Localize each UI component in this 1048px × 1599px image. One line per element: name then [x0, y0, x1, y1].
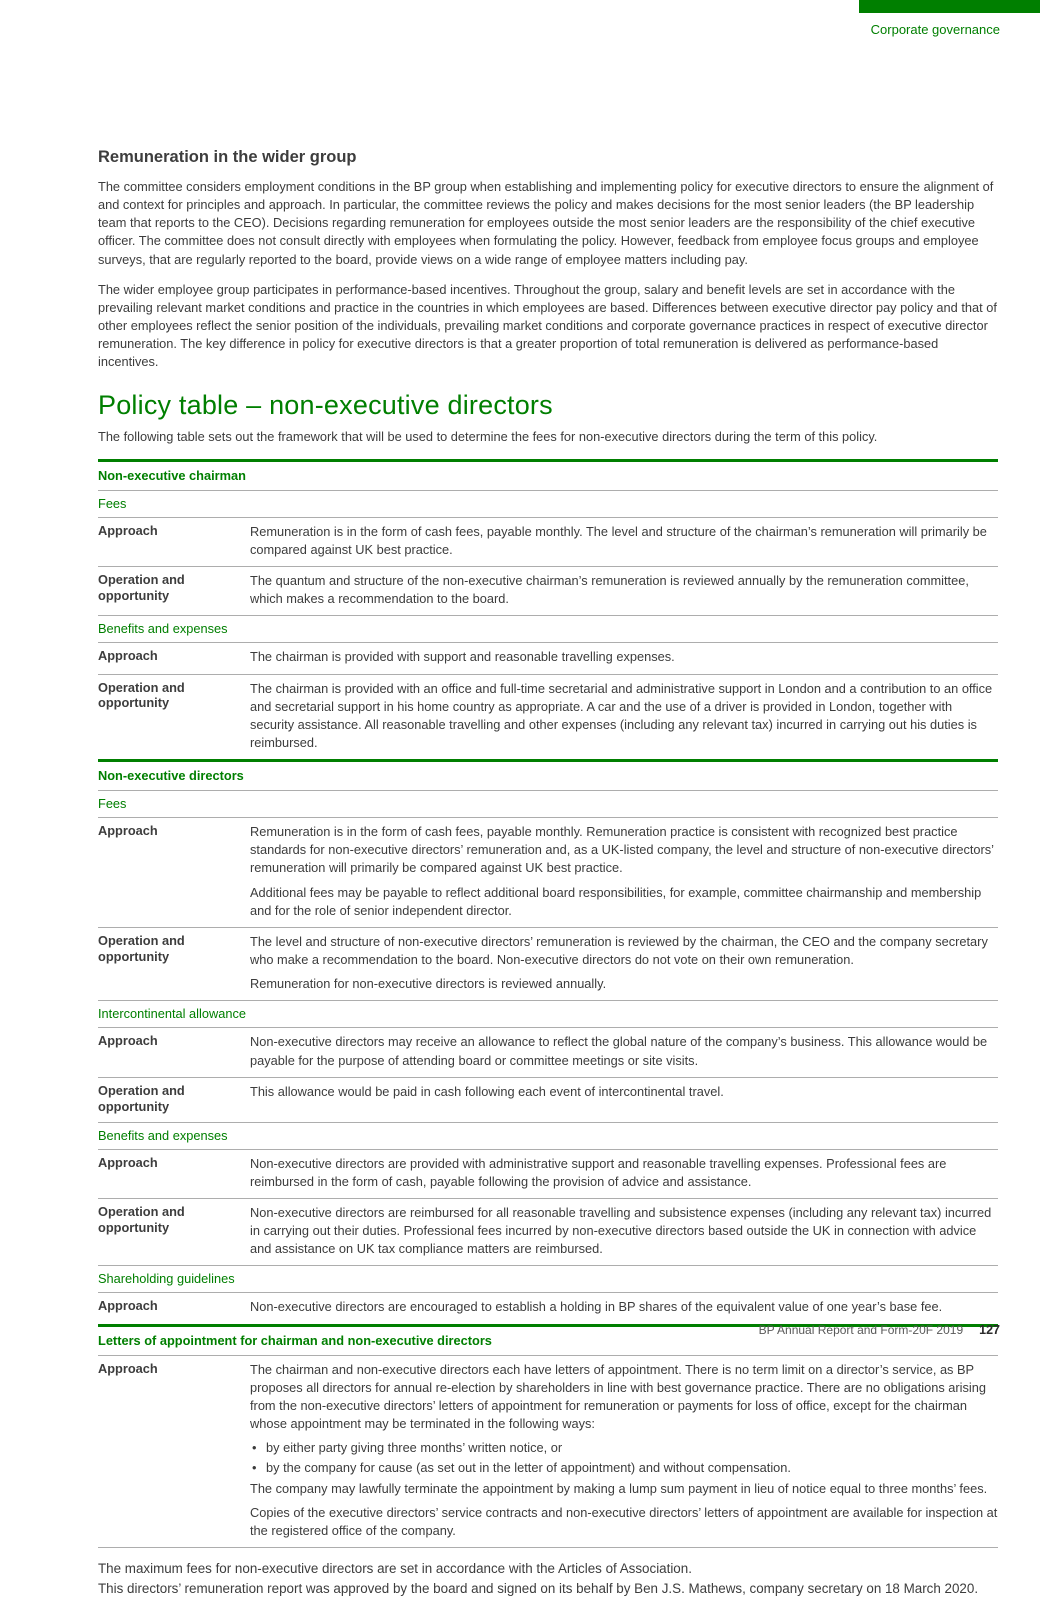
row-content	[250, 823, 998, 920]
row-label: Operation and opportunity	[98, 679, 185, 711]
closing-line-1: The maximum fees for non-executive directors are set in accordance with the Articles of Association.	[98, 1561, 692, 1576]
row-content	[250, 572, 998, 608]
row-label: Operation and opportunity	[98, 1203, 185, 1235]
row-paragraph: Non-executive directors may receive an allowance to reflect the global nature of the company’s business. This allowance would be payable for the purpose of attending board or committee meetings or site visits.	[250, 1034, 988, 1068]
bullet-text: by either party giving three months’ written notice, or	[266, 1440, 563, 1456]
table-section-title: Letters of appointment for chairman and non-executive directors	[98, 1324, 998, 1355]
footer-page-number: 127	[979, 1323, 1000, 1337]
row-content	[250, 1033, 998, 1069]
row-label: Approach	[98, 1298, 158, 1314]
row-content	[250, 1298, 998, 1316]
bullet-text: by the company for cause (as set out in the letter of appointment) and without compensation.	[266, 1460, 791, 1476]
row-label: Approach	[98, 1033, 158, 1049]
table-row	[98, 674, 998, 760]
table-section-title: Non-executive chairman	[98, 459, 998, 490]
page-content	[98, 148, 998, 1599]
bullet-item	[252, 1459, 998, 1477]
table-row	[98, 1077, 998, 1122]
table-subheader: Benefits and expenses	[98, 615, 998, 642]
row-content	[250, 648, 998, 666]
row-label: Operation and opportunity	[98, 932, 185, 964]
row-paragraph: The quantum and structure of the non-executive chairman’s remuneration is reviewed annually by the remuneration committee, which makes a recommendation to the board.	[250, 573, 969, 607]
table-subheader: Benefits and expenses	[98, 1122, 998, 1149]
table-row	[98, 1355, 998, 1547]
row-label: Approach	[98, 1154, 158, 1170]
row-label: Approach	[98, 823, 158, 839]
row-content	[250, 1155, 998, 1191]
page-footer	[759, 1323, 1000, 1337]
bullet-icon: •	[252, 1440, 257, 1456]
row-paragraph: Non-executive directors are provided with administrative support and reasonable travelling expenses. Professional fees are reimbursed in the form of cash, payable following the provision of advice and assistance.	[250, 1155, 947, 1189]
table-row	[98, 566, 998, 615]
row-label: Approach	[98, 1360, 158, 1376]
row-content	[250, 1204, 998, 1258]
bullet-icon: •	[252, 1460, 257, 1476]
table-row	[98, 1149, 998, 1198]
closing-line-2: This directors’ remuneration report was approved by the board and signed on its behalf by Ben J.S. Mathews, company secretary on 18 March 2020.	[98, 1581, 979, 1597]
row-label: Approach	[98, 648, 158, 664]
table-row	[98, 927, 998, 1000]
section-header-label: Corporate governance	[870, 22, 1000, 37]
row-paragraph: Copies of the executive directors’ service contracts and non-executive directors’ letters of appointment are available for inspection at the registered office of the company.	[250, 1504, 998, 1538]
row-content	[250, 523, 998, 559]
row-paragraph: The chairman is provided with support and reasonable travelling expenses.	[250, 649, 675, 665]
table-subheader: Intercontinental allowance	[98, 1000, 998, 1027]
row-paragraph: This allowance would be paid in cash following each event of intercontinental travel.	[250, 1083, 724, 1099]
row-label: Operation and opportunity	[98, 572, 185, 604]
row-paragraph: Non-executive directors are reimbursed for all reasonable travelling and subsistence expenses (including any relevant tax) incurred in carrying out their duties. Professional fees incurred by non-executive directors based outside the UK in connection with advice and assistance on UK tax compliance matters are reimbursed.	[250, 1204, 992, 1257]
table-subheader: Fees	[98, 490, 998, 517]
row-content	[250, 1361, 998, 1540]
row-content	[250, 1083, 998, 1115]
row-content	[250, 933, 998, 993]
table-row	[98, 817, 998, 927]
policy-table	[98, 459, 998, 1548]
table-row	[98, 642, 998, 673]
row-paragraph: Remuneration is in the form of cash fees, payable monthly. The level and structure of the chairman’s remuneration will primarily be compared against UK best practice.	[250, 523, 987, 557]
bullet-item	[252, 1439, 998, 1457]
wider-group-paragraph-2: The wider employee group participates in performance-based incentives. Throughout the group, salary and benefit levels are set in accordance with the prevailing relevant market conditions and practice in the countries in which employees are based. Differences between executive director pay policy and that of other employees reflect the senior position of the individuals, prevailing market conditions and corporate governance practices in respect of executive director remuneration. The key difference in policy for executive directors is that a greater proportion of total remuneration is delivered as performance-based incentives.	[98, 281, 997, 370]
row-paragraph: The chairman and non-executive directors each have letters of appointment. There is no term limit on a director’s service, as BP proposes all directors for annual re-election by shareholders in line with best governance practice. There are no obligations arising from the non-executive directors’ letters of appointment for remuneration or payments for loss of office, except for the chairman whose appointment may be terminated in the following ways:	[250, 1361, 986, 1432]
table-subheader: Fees	[98, 790, 998, 817]
table-row	[98, 1198, 998, 1265]
row-content	[250, 680, 998, 753]
table-row	[98, 1292, 998, 1323]
row-paragraph: Remuneration for non-executive directors is reviewed annually.	[250, 976, 607, 992]
table-subheader: Shareholding guidelines	[98, 1265, 998, 1292]
closing-paragraphs	[98, 1559, 998, 1599]
wider-group-heading: Remuneration in the wider group	[98, 148, 357, 166]
row-paragraph: The level and structure of non-executive directors’ remuneration is reviewed by the chairman, the CEO and the company secretary who make a recommendation to the board. Non-executive directors do not vote on their own remuneration.	[250, 933, 988, 968]
row-paragraph: The company may lawfully terminate the appointment by making a lump sum payment in lieu of notice equal to three months’ fees.	[250, 1480, 988, 1496]
row-label: Operation and opportunity	[98, 1082, 185, 1114]
table-row	[98, 517, 998, 566]
footer-report-title: BP Annual Report and Form-20F 2019	[758, 1323, 964, 1337]
row-paragraph: Non-executive directors are encouraged to establish a holding in BP shares of the equivalent value of one year’s base fee.	[250, 1299, 943, 1315]
policy-table-heading: Policy table – non-executive directors	[98, 389, 553, 420]
wider-group-paragraph-1: The committee considers employment conditions in the BP group when establishing and implementing policy for executive directors to ensure the alignment of and context for principles and approach. In particular, the committee reviews the policy and makes decisions for the most senior leaders (the BP leadership team that reports to the CEO). Decisions regarding remuneration for employees outside the most senior leaders are the responsibility of the chief executive officer. The committee does not consult directly with employees when formulating the policy. However, feedback from employee focus groups and employee surveys, that are regularly reported to the board, provide views on a wide range of employee matters including pay.	[98, 179, 994, 267]
row-paragraph: Remuneration is in the form of cash fees, payable monthly. Remuneration practice is consistent with recognized best practice standards for non-executive directors’ remuneration and, as a UK-listed company, the level and structure of non-executive directors’ remuneration will primarily be compared against UK best practice.	[250, 824, 994, 876]
row-label: Approach	[98, 522, 158, 538]
policy-table-intro: The following table sets out the framework that will be used to determine the fees for non-executive directors during the term of this policy.	[98, 428, 878, 444]
table-row	[98, 1027, 998, 1076]
row-paragraph: The chairman is provided with an office and full-time secretarial and administrative support in London and a contribution to an office and secretarial support in his home country as appropriate. A car and the use of a driver is provided in London, together with security assistance. All reasonable travelling and other expenses (including any relevant tax) incurred in carrying out his duties is reimbursed.	[250, 680, 993, 750]
row-paragraph: Additional fees may be payable to reflect additional board responsibilities, for example, committee chairmanship and membership and for the role of senior independent director.	[250, 884, 982, 918]
table-section-title: Non-executive directors	[98, 759, 998, 790]
section-color-bar	[859, 0, 1040, 13]
